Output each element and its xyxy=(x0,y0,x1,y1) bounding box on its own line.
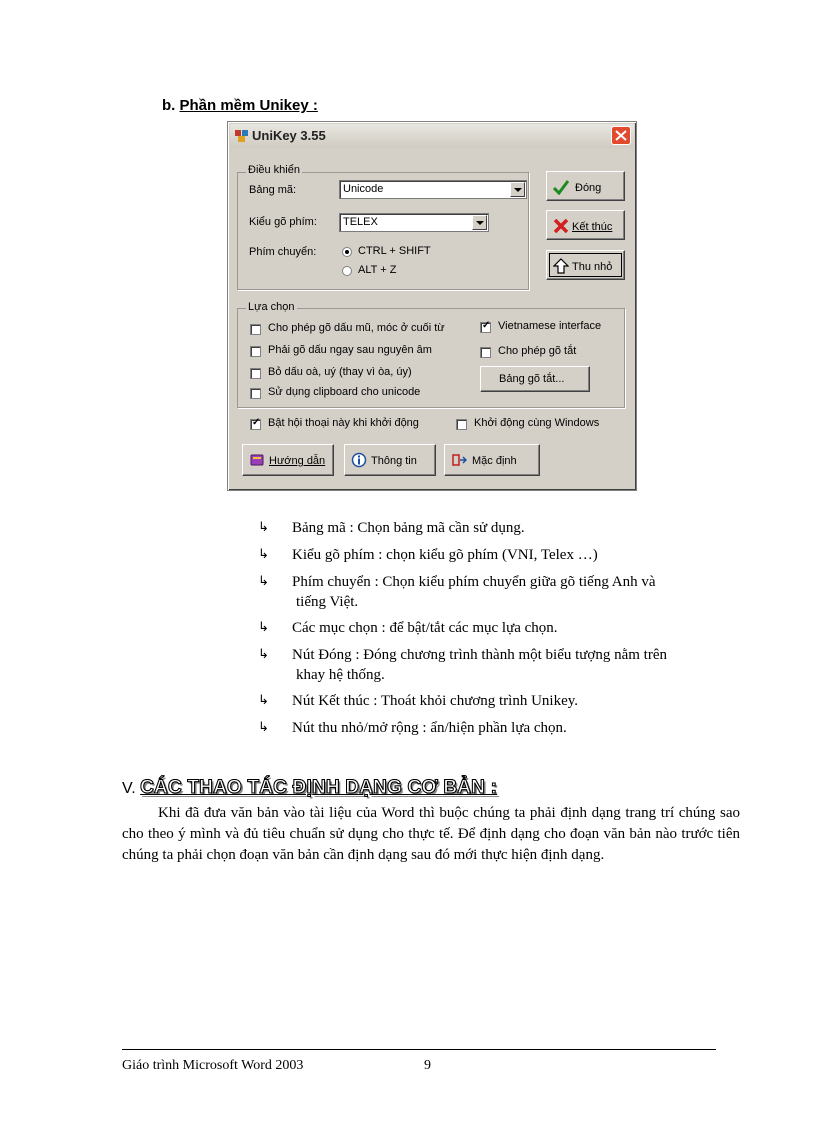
chevron-down-icon[interactable] xyxy=(510,182,525,197)
shortcut-table-button[interactable] xyxy=(480,366,590,392)
charset-value: Unicode xyxy=(343,183,384,195)
option-label-2: Phải gõ dấu ngay sau nguyên âm xyxy=(268,344,432,356)
section-v-title: CÁC THAO TÁC ĐỊNH DẠNG CƠ BẢN : xyxy=(140,777,498,798)
info-button[interactable] xyxy=(344,444,436,476)
book-icon xyxy=(249,452,265,468)
close-button-label: Đóng xyxy=(575,182,602,194)
option-checkbox-2[interactable] xyxy=(250,346,261,357)
charset-label: Bảng mã: xyxy=(249,184,297,196)
section-b-title: Phần mềm Unikey : xyxy=(179,97,318,114)
footer-text: Giáo trình Microsoft Word 2003 xyxy=(122,1058,304,1073)
default-button-label: Mặc định xyxy=(472,455,517,467)
list-item xyxy=(258,691,748,711)
section-v-heading xyxy=(122,777,497,799)
option-label-4: Sử dụng clipboard cho unicode xyxy=(268,386,421,398)
option-checkbox-4[interactable] xyxy=(250,388,261,399)
bullet-text: Nút Đóng : Đóng chương trình thành một biểu tượng nằm trên xyxy=(292,647,667,663)
list-item xyxy=(258,572,748,612)
option-label-3: Bỏ dấu oà, uý (thay vì òa, úy) xyxy=(268,366,412,378)
input-method-value: TELEX xyxy=(343,216,378,228)
bullet-text: Các mục chọn : để bật/tắt các mục lựa chọn. xyxy=(292,620,558,636)
show-on-startup-label: Bật hội thoại này khi khởi động xyxy=(268,417,419,429)
minimize-button-label: Thu nhỏ xyxy=(572,261,613,273)
section-b-heading xyxy=(162,97,318,114)
bullet-arrow-icon: ↳ xyxy=(258,693,269,708)
options-group-label: Lựa chọn xyxy=(248,301,295,313)
shortcut-enable-checkbox[interactable] xyxy=(480,347,491,358)
check-icon xyxy=(553,179,569,195)
dialog-title: UniKey 3.55 xyxy=(252,128,326,143)
bullet-arrow-icon: ↳ xyxy=(258,520,269,535)
section-v-paragraph: Khi đã đưa văn bản vào tài liệu của Word thì buộc chúng ta phải định dạng trang trí chúng sao cho theo ý mình và đủ tiêu chuẩn sử dụng cho thực tế. Để định dạng cho đoạn văn bản nào trước tiên chúng ta phải chọn đoạn văn bản cần định dạng sau đó mới thực hiện định dạng. xyxy=(122,805,740,863)
list-item xyxy=(258,618,748,638)
shortcut-enable-label: Cho phép gõ tắt xyxy=(498,345,577,357)
info-button-label: Thông tin xyxy=(371,455,417,467)
vietnamese-interface-checkbox[interactable] xyxy=(480,322,491,333)
section-v-number: V. xyxy=(122,780,136,797)
help-button-label: Hướng dẫn xyxy=(269,455,326,467)
option-checkbox-1[interactable] xyxy=(250,324,261,335)
chevron-down-icon[interactable] xyxy=(472,215,487,230)
vietnamese-interface-label: Vietnamese interface xyxy=(498,320,602,332)
start-with-windows-checkbox[interactable] xyxy=(456,419,467,430)
input-method-label: Kiểu gõ phím: xyxy=(249,216,317,228)
default-icon xyxy=(451,452,467,468)
minimize-button[interactable] xyxy=(546,250,625,280)
control-group-label: Điều khiển xyxy=(248,164,300,176)
radio-alt-z[interactable] xyxy=(342,266,352,276)
close-window-button[interactable] xyxy=(611,126,631,145)
start-with-windows-label: Khởi động cùng Windows xyxy=(474,417,600,429)
input-method-select[interactable] xyxy=(339,213,489,232)
option-label-1: Cho phép gõ dấu mũ, móc ở cuối từ xyxy=(268,322,445,334)
radio-alt-z-label: ALT + Z xyxy=(358,264,397,276)
up-arrow-icon xyxy=(553,258,569,274)
bullet-arrow-icon: ↳ xyxy=(258,547,269,562)
charset-select[interactable] xyxy=(339,180,527,199)
x-icon xyxy=(553,218,569,234)
list-item xyxy=(258,645,748,685)
exit-button-label: Kết thúc xyxy=(572,221,613,233)
bullet-arrow-icon: ↳ xyxy=(258,647,269,662)
show-on-startup-checkbox[interactable] xyxy=(250,419,261,430)
help-button[interactable] xyxy=(242,444,334,476)
bullet-text-cont: tiếng Việt. xyxy=(296,594,359,610)
switch-key-label: Phím chuyển: xyxy=(249,246,317,258)
unikey-logo-icon xyxy=(234,128,249,143)
default-button[interactable] xyxy=(444,444,540,476)
page-number: 9 xyxy=(424,1058,431,1073)
close-button[interactable] xyxy=(546,171,625,201)
radio-ctrl-shift[interactable] xyxy=(342,247,352,257)
shortcut-table-label: Bảng gõ tắt... xyxy=(499,373,565,385)
bullet-text: Phím chuyển : Chọn kiểu phím chuyển giữa gõ tiếng Anh và xyxy=(292,574,656,590)
info-icon xyxy=(351,452,367,468)
bullet-arrow-icon: ↳ xyxy=(258,720,269,735)
bullet-text: Bảng mã : Chọn bảng mã cần sử dụng. xyxy=(292,520,525,536)
option-checkbox-3[interactable] xyxy=(250,368,261,379)
exit-button[interactable] xyxy=(546,210,625,240)
bullet-text-cont: khay hệ thống. xyxy=(296,667,385,683)
bullet-arrow-icon: ↳ xyxy=(258,620,269,635)
list-item xyxy=(258,545,748,565)
bullet-text: Kiểu gõ phím : chọn kiểu gõ phím (VNI, Telex …) xyxy=(292,547,598,563)
list-item xyxy=(258,718,748,738)
dialog-titlebar xyxy=(230,124,634,148)
bullet-arrow-icon: ↳ xyxy=(258,574,269,589)
footer-divider xyxy=(122,1049,716,1050)
list-item xyxy=(258,518,748,538)
unikey-dialog xyxy=(227,121,637,491)
close-icon xyxy=(615,130,627,141)
section-b-prefix: b. xyxy=(162,97,180,114)
radio-ctrl-shift-label: CTRL + SHIFT xyxy=(358,245,431,257)
bullet-text: Nút Kết thúc : Thoát khỏi chương trình Unikey. xyxy=(292,693,579,709)
bullet-text: Nút thu nhỏ/mở rộng : ẩn/hiện phần lựa chọn. xyxy=(292,720,567,736)
